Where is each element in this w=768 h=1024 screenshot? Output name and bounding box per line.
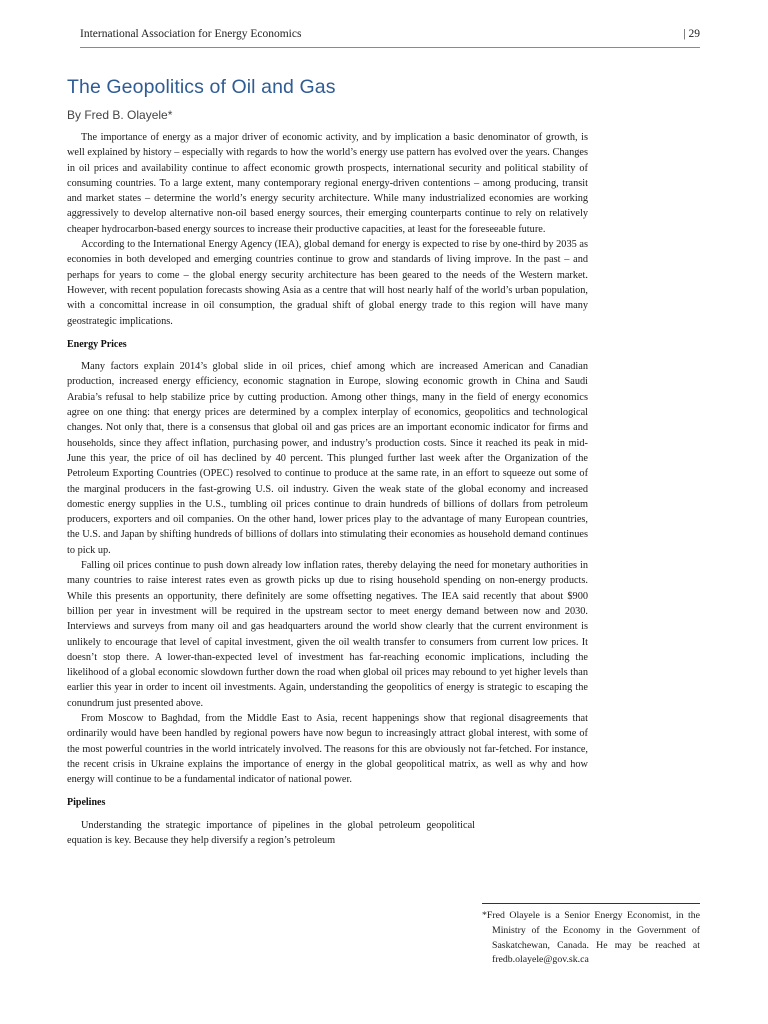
running-header [80, 28, 700, 44]
body-paragraph: The importance of energy as a major driver of economic activity, and by implication a basic denominator of growth, is well explained by history – especially with regards to how the world’s energy use pattern has evolved over the years. Changes in oil prices and availability continue to affect economic growth prospects, international security and political stability of consuming countries. To a large extent, many contemporary regional energy-driven contentions – among producing, transit and market states – determine the world’s energy security architecture. While many industrialized economies are working aggressively to develop alternative non-oil based energy sources, their emerging counterparts continue to rely on relatively cheaper hydrocarbon-based energy sources to increase their productive capacities, at least for the foreseeable future. [67, 132, 588, 235]
journal-name: International Association for Energy Economics [80, 28, 302, 40]
byline: By Fred B. Olayele* [67, 108, 173, 122]
page-number: | 29 [683, 28, 700, 40]
footnote-rule [482, 903, 700, 904]
footnote-text: *Fred Olayele is a Senior Energy Economist, in the Ministry of the Economy in the Government of Saskatchewan, Canada. He may be reached at fredb.olayele@gov.sk.ca [482, 910, 700, 966]
body-paragraph: According to the International Energy Agency (IEA), global demand for energy is expected to rise by one-third by 2035 as economies in both developed and emerging countries continue to grow and standards of living improve. In the past – and perhaps for years to come – the global energy security architecture has been geared to the needs of the Western market. However, with recent population forecasts showing Asia as a centre that will host nearly half of the world’s urban population, with a concomittal increase in oil consumption, the gradual shift of global energy trade to this region will have many geostrategic implications. [67, 239, 588, 327]
body-paragraph: From Moscow to Baghdad, from the Middle East to Asia, recent happenings show that regional disagreements that ordinarily would have been handled by regional powers have now begun to increasingly attract global interest, with some of the most powerful countries in the world intricately involved. The reasons for this are obviously not far-fetched. For instance, the recent crisis in Ukraine explains the importance of energy in the global geopolitical matrix, as well as why and how energy will continue to be a fundamental indicator of national power. [67, 712, 588, 786]
body-paragraph: Many factors explain 2014’s global slide in oil prices, chief among which are increased American and Canadian production, increased energy efficiency, economic stagnation in Europe, slowing economic growth in China and Saudi Arabia’s refusal to help stabilize price by cutting production. Among other things, many in the field of energy economics agree on one thing: that energy prices are determined by a complex interplay of economics, geopolitics and technological changes. Not only that, there is a consensus that global oil and gas prices are an important economic indicator for firms and households, since they affect inflation, purchasing power, and industry’s production costs. Since it reached its peak in mid-June this year, the price of oil has declined by 40 percent. This plunged further last week after the Organization of the Petroleum Exporting Countries (OPEC) resolved to continue to produce at the same rate, in an effort to squeeze out some of the marginal producers in the fast-growing U.S. oil industry. Given the weak state of the global economy and increased domestic energy supplies in the U.S., tumbling oil prices continue to drain hundreds of billions of dollars from petroleum producers, exporters and oil companies. On the other hand, lower prices play to the advantage of many European countries, the U.S. and Japan by shifting hundreds of billions of dollars into stimulating their economies as household demand continues to pick up. [67, 361, 588, 556]
section-heading-pipelines: Pipelines [67, 797, 106, 809]
article-title: The Geopolitics of Oil and Gas [67, 76, 336, 98]
author-footnote [482, 909, 700, 968]
article-body [67, 130, 588, 848]
body-paragraph: Falling oil prices continue to push down already low inflation rates, thereby delaying the need for monetary authorities in many countries to raise interest rates even as growth picks up due to rising household spending on non-energy products. While this presents an opportunity, there definitely are some offsetting negatives. The IEA said recently that about $900 billion per year in investment will be required in the upstream sector to meet energy demand between now and 2030. Interviews and surveys from many oil and gas headquarters around the world show clearly that the current environment is unlikely to encourage that level of capital investment, given the oil wealth transfer to consumers from current low prices. It doesn’t stop there. A lower-than-expected level of investment has far-reaching economic implications, including the likelihood of a global economic slowdown further down the road when global oil prices may rebound to yet higher levels than earlier this year in order to incent oil investments. Again, understanding the geopolitics of energy is strategic to escaping the conundrum just presented above. [67, 560, 588, 709]
header-rule [80, 47, 700, 48]
body-paragraph: Understanding the strategic importance of pipelines in the global petroleum geopolitical equation is key. Because they help diversify a region’s petroleum [67, 819, 475, 847]
section-heading-energy-prices: Energy Prices [67, 338, 127, 350]
